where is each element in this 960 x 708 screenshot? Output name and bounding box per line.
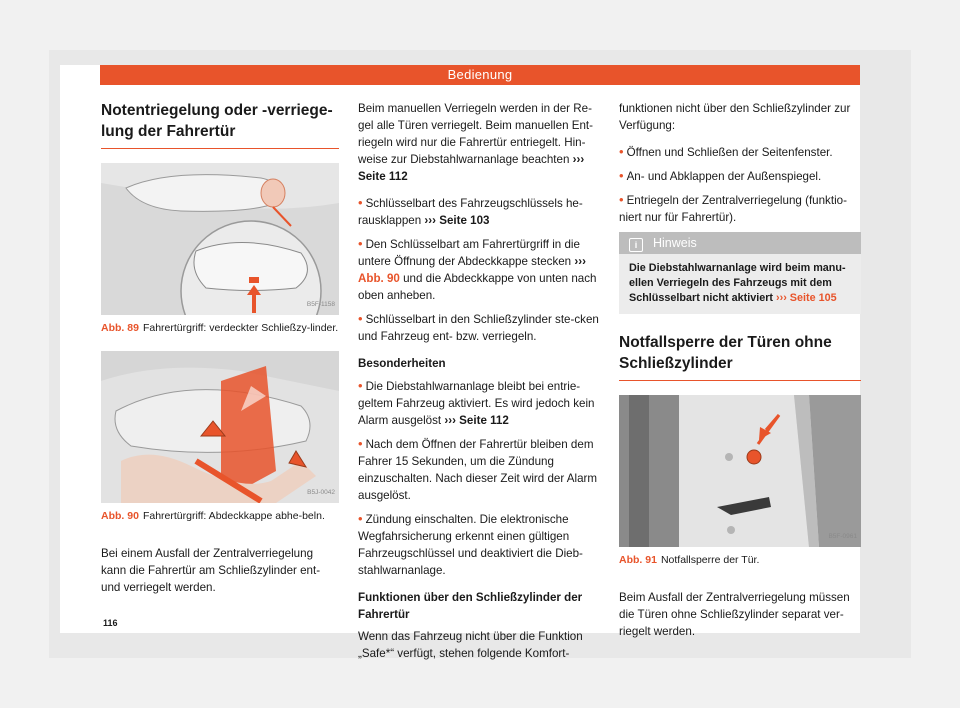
list-item bbox=[358, 310, 602, 345]
list-item-text: Den Schlüsselbart am Fahrertürgriff in die untere Öffnung der Abdeckkappe stecken bbox=[358, 238, 580, 268]
note-header bbox=[619, 232, 861, 254]
figure-caption-text: Notfallsperre der Tür. bbox=[660, 554, 760, 566]
chapter-header: Bedienung bbox=[100, 65, 860, 85]
list-item-text: Nach dem Öffnen der Fahrertür bleiben dem Fahrer 15 Sekunden, um die Zündung einzuschalten. Nach dieser Zeit wird der Alarm ausgelöst. bbox=[358, 438, 598, 502]
list-item bbox=[358, 377, 602, 429]
paragraph: Beim Ausfall der Zentralverriegelung müssen die Türen ohne Schließzylinder separat ver-riegelt werden. bbox=[619, 591, 850, 638]
bullet-icon: • bbox=[619, 168, 624, 183]
figure-door-handle bbox=[101, 163, 339, 315]
bullet-icon: • bbox=[358, 378, 363, 393]
bullet-icon: • bbox=[358, 195, 363, 210]
note-body bbox=[619, 254, 861, 314]
list-item bbox=[358, 235, 602, 304]
reference-arrows: ››› bbox=[574, 255, 586, 268]
list-item bbox=[358, 435, 602, 504]
list-item-text: Entriegeln der Zentralverriegelung (funktio-niert nur für Fahrertür). bbox=[619, 194, 847, 224]
figure-caption bbox=[101, 322, 339, 335]
list-item-text: Schlüsselbart in den Schließzylinder ste-cken und Fahrzeug ent- bzw. verriegeln. bbox=[358, 313, 599, 343]
bullet-icon: • bbox=[619, 144, 624, 159]
note-box bbox=[619, 232, 861, 314]
subheading: Besonderheiten bbox=[358, 357, 446, 370]
column-left bbox=[101, 100, 339, 605]
list-item-text: Schlüsselbart des Fahrzeugschlüssels he-rausklappen bbox=[358, 197, 583, 227]
figure-emergency-lock bbox=[619, 395, 861, 547]
figure-code: B5J-0042 bbox=[307, 489, 335, 496]
page-reference-link[interactable]: ››› Seite 112 bbox=[358, 153, 585, 183]
info-icon: i bbox=[629, 238, 643, 252]
bullet-icon: • bbox=[358, 236, 363, 251]
page-reference-link[interactable]: ››› Seite 112 bbox=[444, 414, 509, 427]
paragraph: Wenn das Fahrzeug nicht über die Funktion „Safe*“ verfügt, stehen folgende Komfort- bbox=[358, 630, 583, 660]
emergency-lock-illustration bbox=[619, 395, 861, 547]
note-text: Die Diebstahlwarnanlage wird beim manu-ellen Verriegeln des Fahrzeugs mit dem Schlüsselbart nicht aktiviert bbox=[629, 262, 846, 304]
figure-caption-text: Fahrertürgriff: Abdeckkappe abhe-beln. bbox=[142, 510, 325, 522]
bullet-icon: • bbox=[358, 311, 363, 326]
list-item bbox=[358, 510, 602, 579]
list-item bbox=[358, 194, 602, 229]
list-item bbox=[619, 167, 861, 185]
page-reference-link[interactable]: ››› Seite 105 bbox=[776, 292, 837, 304]
bullet-icon: • bbox=[358, 511, 363, 526]
list-item-text: Zündung einschalten. Die elektronische Wegfahrsicherung erkennt einen gültigen Fahrzeugschlüssel und deaktiviert die Dieb-stahlwarnanlage. bbox=[358, 513, 583, 577]
paragraph-text: Beim manuellen Verriegeln werden in der Re-gel alle Türen verriegelt. Beim manuellen Ent-riegeln wird nur die Fahrertür entriegelt. Hin-weise zur Diebstahlwarnanlage beachten bbox=[358, 102, 593, 166]
figure-reference-link[interactable]: Abb. 90 bbox=[358, 272, 400, 285]
paragraph bbox=[358, 100, 602, 185]
column-right bbox=[619, 100, 861, 649]
page-reference-link[interactable]: ››› Seite 103 bbox=[424, 214, 490, 227]
page-number: 116 bbox=[103, 618, 118, 628]
list-item-text: An- und Abklappen der Außenspiegel. bbox=[626, 170, 822, 183]
paragraph: Bei einem Ausfall der Zentralverriegelung kann die Fahrertür am Schließzylinder ent-und verriegelt werden. bbox=[101, 547, 321, 594]
figure-code: B5F-1158 bbox=[306, 301, 335, 308]
figure-number: Abb. 89 bbox=[101, 322, 139, 334]
door-handle-illustration bbox=[101, 163, 339, 315]
bullet-icon: • bbox=[619, 192, 624, 207]
list-item bbox=[619, 191, 861, 226]
list-item-text: Die Diebstahlwarnanlage bleibt bei entrie-geltem Fahrzeug aktiviert. Es wird jedoch kein Alarm ausgelöst bbox=[358, 380, 595, 427]
figure-number: Abb. 91 bbox=[619, 554, 657, 566]
figure-caption-text: Fahrertürgriff: verdeckter Schließzy-linder. bbox=[142, 322, 339, 334]
note-title: Hinweis bbox=[653, 236, 697, 250]
figure-cover-cap bbox=[101, 351, 339, 503]
figure-number: Abb. 90 bbox=[101, 510, 139, 522]
list-item-text: Öffnen und Schließen der Seitenfenster. bbox=[626, 146, 833, 159]
section-title: Notentriegelung oder -verriege-lung der Fahrertür bbox=[101, 100, 339, 149]
bullet-icon: • bbox=[358, 436, 363, 451]
figure-caption bbox=[101, 510, 339, 523]
figure-code: B5F-0961 bbox=[828, 533, 857, 540]
list-item-text: und die Abdeckkappe von unten nach oben anheben. bbox=[358, 272, 597, 302]
cover-cap-illustration bbox=[101, 351, 339, 503]
paragraph: funktionen nicht über den Schließzylinder zur Verfügung: bbox=[619, 102, 851, 132]
column-middle bbox=[358, 100, 602, 671]
subheading: Funktionen über den Schließzylinder der Fahrertür bbox=[358, 591, 583, 621]
figure-caption bbox=[619, 554, 861, 567]
section-title: Notfallsperre der Türen ohne Schließzylinder bbox=[619, 332, 861, 381]
list-item bbox=[619, 143, 861, 161]
